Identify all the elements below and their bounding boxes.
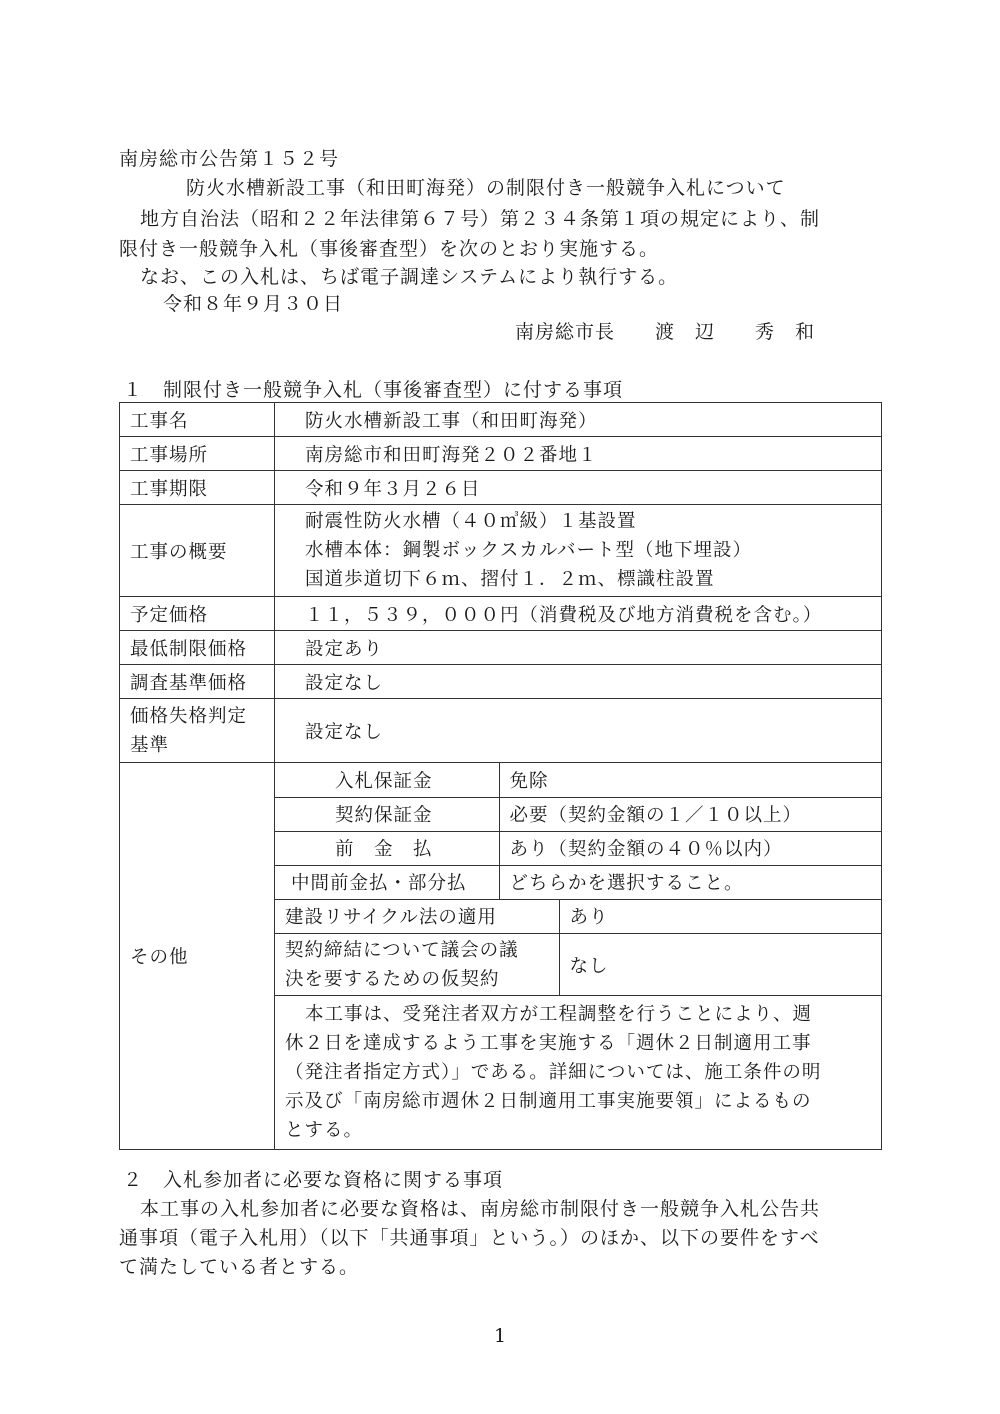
outline-line: 耐震性防火水槽（４０㎥級）１基設置 bbox=[305, 511, 637, 532]
row-label: 予定価格 bbox=[120, 597, 275, 631]
sub-label-line: 決を要するための仮契約 bbox=[285, 968, 500, 990]
signer: 南房総市長 渡 辺 秀 和 bbox=[515, 321, 816, 343]
sub-row bbox=[275, 763, 882, 797]
note-line: とする。 bbox=[285, 1120, 364, 1141]
notice-title: 防火水槽新設工事（和田町海発）の制限付き一般競争入札について bbox=[186, 177, 786, 199]
outline-line: 国道歩道切下６ｍ、摺付１．２ｍ、標識柱設置 bbox=[305, 569, 715, 590]
row-value: 令和９年３月２６日 bbox=[275, 471, 882, 505]
other-cell bbox=[275, 763, 882, 1150]
details-table bbox=[119, 402, 882, 1150]
section2-line-1: 本工事の入札参加者に必要な資格は、南房総市制限付き一般競争入札公告共 bbox=[140, 1198, 821, 1220]
row-value bbox=[275, 505, 882, 597]
table-row bbox=[120, 763, 882, 1150]
row-label: 調査基準価格 bbox=[120, 665, 275, 699]
note-line: 示及び「南房総市週休２日制適用工事実施要領」によるもの bbox=[285, 1091, 812, 1112]
row-label-line: 基準 bbox=[130, 734, 170, 756]
outline-line: 水槽本体：鋼製ボックスカルバート型（地下埋設） bbox=[305, 540, 753, 561]
notice-number: 南房総市公告第１５２号 bbox=[119, 148, 340, 170]
row-label: 工事の概要 bbox=[120, 505, 275, 597]
table-row bbox=[120, 437, 882, 471]
table-row bbox=[120, 597, 882, 631]
sub-value: 必要（契約金額の１／１０以上） bbox=[499, 797, 882, 831]
row-value: 防火水槽新設工事（和田町海発） bbox=[275, 403, 882, 437]
table-row bbox=[120, 665, 882, 699]
sub-value: あり（契約金額の４０％以内） bbox=[499, 831, 882, 865]
sub-label: 建設リサイクル法の適用 bbox=[275, 900, 559, 934]
sub-row bbox=[275, 996, 882, 1150]
sub-label bbox=[275, 934, 559, 996]
row-label: 工事名 bbox=[120, 403, 275, 437]
sub-row bbox=[275, 934, 882, 996]
row-value: 設定あり bbox=[275, 631, 882, 665]
other-label: その他 bbox=[120, 763, 275, 1150]
row-label: 工事場所 bbox=[120, 437, 275, 471]
note-line: 本工事は、受発注者双方が工程調整を行うことにより、週 bbox=[305, 1004, 813, 1025]
row-value: １１，５３９，０００円（消費税及び地方消費税を含む。） bbox=[275, 597, 882, 631]
table-row bbox=[120, 403, 882, 437]
sub-value: なし bbox=[559, 934, 882, 996]
section1-heading: １ 制限付き一般競争入札（事後審査型）に付する事項 bbox=[123, 379, 624, 401]
row-value: 南房総市和田町海発２０２番地１ bbox=[275, 437, 882, 471]
row-label-line: 価格失格判定 bbox=[130, 705, 248, 727]
row-label bbox=[120, 699, 275, 763]
sub-row bbox=[275, 900, 882, 934]
note-line: 休２日を達成するよう工事を実施する「週休２日制適用工事 bbox=[285, 1033, 812, 1054]
intro-line-1: 地方自治法（昭和２２年法律第６７号）第２３４条第１項の規定により、制 bbox=[140, 208, 821, 230]
sub-label: 中間前金払・部分払 bbox=[275, 865, 499, 899]
row-value: 設定なし bbox=[275, 699, 882, 763]
sub-label: 前 金 払 bbox=[275, 831, 499, 865]
row-label: 工事期限 bbox=[120, 471, 275, 505]
row-label: 最低制限価格 bbox=[120, 631, 275, 665]
table-row bbox=[120, 631, 882, 665]
section2-line-2: 通事項（電子入札用）（以下「共通事項」という。）のほか、以下の要件をすべ bbox=[119, 1227, 820, 1249]
sub-label: 契約保証金 bbox=[275, 797, 499, 831]
note-line: なお、この入札は、ちば電子調達システムにより執行する。 bbox=[140, 266, 679, 288]
other-subtable bbox=[275, 763, 882, 900]
row-value: 設定なし bbox=[275, 665, 882, 699]
other-note bbox=[275, 996, 882, 1150]
table-row bbox=[120, 699, 882, 763]
page-number: 1 bbox=[494, 1325, 508, 1347]
sub-row bbox=[275, 831, 882, 865]
note-line: （発注者指定方式）」である。詳細については、施工条件の明 bbox=[285, 1062, 822, 1083]
table-row bbox=[120, 471, 882, 505]
notice-date: 令和８年９月３０日 bbox=[163, 293, 344, 315]
sub-label: 入札保証金 bbox=[275, 763, 499, 797]
sub-value: あり bbox=[559, 900, 882, 934]
other-subtable-2 bbox=[275, 900, 882, 1150]
intro-line-2: 限付き一般競争入札（事後審査型）を次のとおり実施する。 bbox=[119, 238, 660, 260]
sub-label-line: 契約締結について議会の議 bbox=[285, 939, 519, 961]
sub-value: 免除 bbox=[499, 763, 882, 797]
sub-value: どちらかを選択すること。 bbox=[499, 865, 882, 899]
sub-row bbox=[275, 797, 882, 831]
section2-heading: ２ 入札参加者に必要な資格に関する事項 bbox=[123, 1169, 504, 1191]
section2-line-3: て満たしている者とする。 bbox=[119, 1256, 360, 1278]
sub-row bbox=[275, 865, 882, 899]
table-row bbox=[120, 505, 882, 597]
